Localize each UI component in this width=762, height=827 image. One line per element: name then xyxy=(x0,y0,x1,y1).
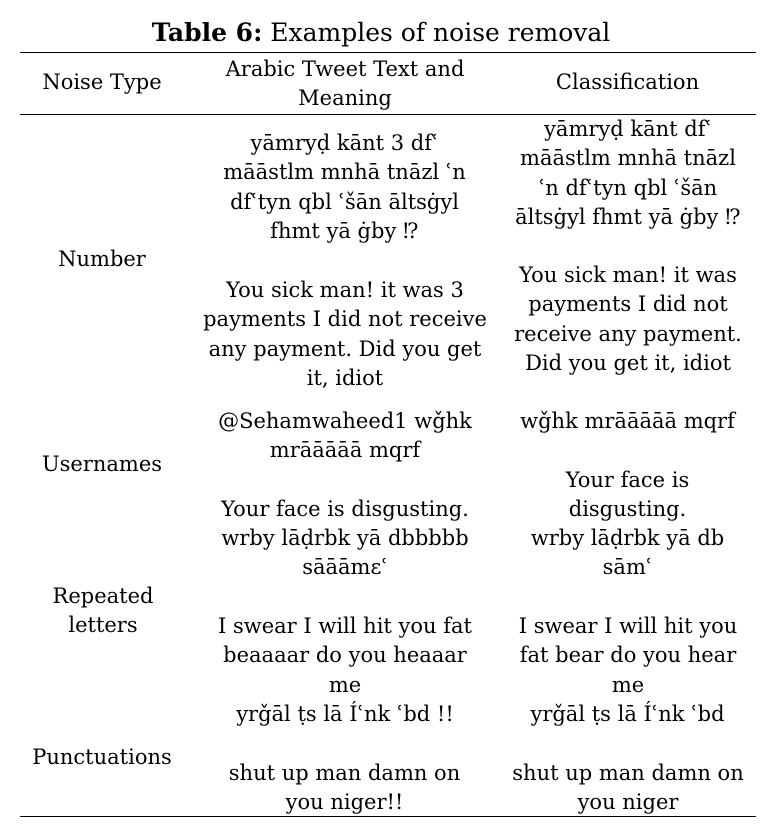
tweet-number-english: You sick man! it was 3 payments I did not receive any payment. Did you get it, idiot xyxy=(203,278,487,390)
tweet-usernames-arabic: @Sehamwaheed1 wǧhk mrāāāāā mqrf xyxy=(218,409,472,463)
class-number-english: You sick man! it was payments I did not receive any payment. Did you get it, idiot xyxy=(514,263,742,375)
row-type-usernames: Usernames xyxy=(41,452,163,476)
tweet-punctuations-english: shut up man damn on you niger!! xyxy=(228,761,461,815)
row-type-punctuations: Punctuations xyxy=(32,745,172,769)
header-classification: Classification xyxy=(555,70,700,94)
class-repeated-arabic: wrby lāḍrbk yā db sāmʿ xyxy=(530,526,725,580)
class-usernames-arabic: wǧhk mrāāāāā mqrf xyxy=(520,409,735,433)
caption-text: Examples of noise removal xyxy=(262,18,611,47)
class-number-arabic: yāmryḍ kānt dfʿ māāstlm mnhā tnāzl ʿn dfʿtyn qbl ʿšān āltsġyl fhmt yā ġby ⁉ xyxy=(515,117,741,229)
class-usernames-english: Your face is disgusting. xyxy=(565,468,690,522)
caption-label: Table 6: xyxy=(151,18,263,47)
class-punctuations-arabic: yrǧāl ṭs lā Íʿnk ʿbd xyxy=(530,702,725,726)
class-repeated-english: I swear I will hit you fat bear do you hear me xyxy=(518,614,738,697)
tweet-number-arabic: yāmryḍ kānt 3 dfʿ māāstlm mnhā tnāzl ʿn dfʿtyn qbl ʿšān āltsġyl fhmt yā ġby ⁉ xyxy=(223,131,466,243)
table-caption xyxy=(0,18,762,48)
row-type-number: Number xyxy=(58,247,146,271)
row-type-repeated: Repeated letters xyxy=(52,584,154,638)
tweet-punctuations-arabic: yrǧāl ṭs lā Íʿnk ʿbd !! xyxy=(236,702,454,726)
top-rule xyxy=(20,52,756,53)
tweet-usernames-english: Your face is disgusting. xyxy=(221,497,469,521)
tweet-repeated-arabic: wrby lāḍrbk yā dbbbbb sāāāmεʿ xyxy=(221,526,469,580)
header-tweet: Arabic Tweet Text and Meaning xyxy=(225,57,465,111)
header-noise-type: Noise Type xyxy=(42,70,162,94)
class-punctuations-english: shut up man damn on you niger xyxy=(512,761,744,815)
tweet-repeated-english: I swear I will hit you fat beaaaar do you heaaar me xyxy=(218,614,472,697)
